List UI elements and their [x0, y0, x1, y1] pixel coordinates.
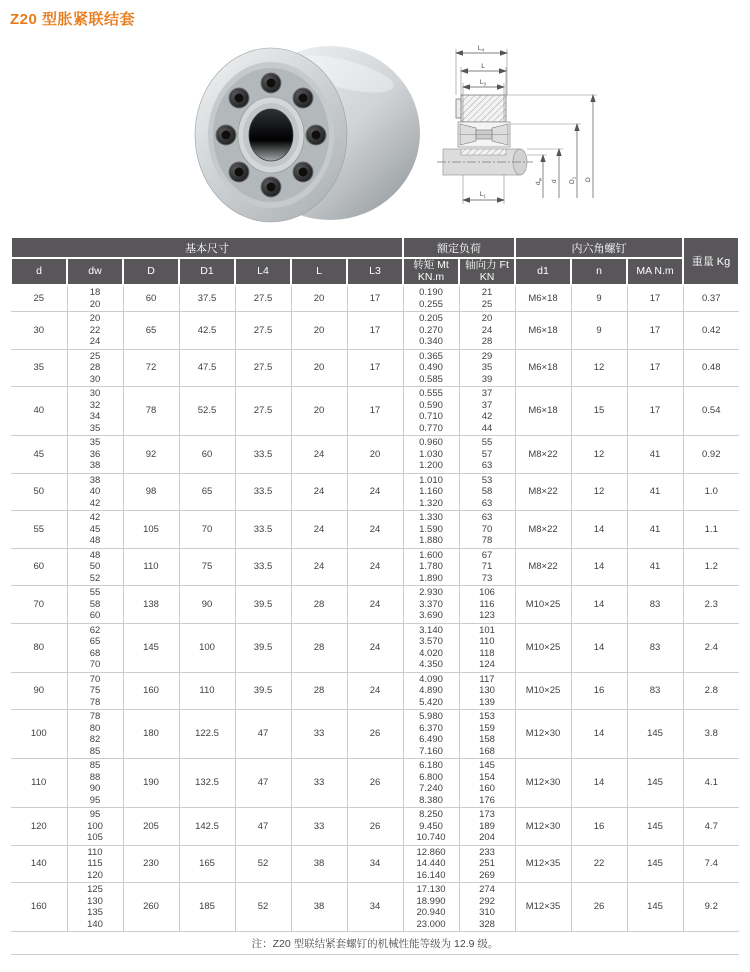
cell-ft: 20 24 28 — [459, 312, 515, 350]
cell-n: 12 — [571, 349, 627, 387]
cell-d: 120 — [11, 808, 67, 846]
cell-d: 110 — [11, 759, 67, 808]
cell-L4: 27.5 — [235, 312, 291, 350]
table-row — [11, 436, 739, 474]
cell-ft: 67 71 73 — [459, 548, 515, 586]
cell-L: 28 — [291, 623, 347, 672]
cell-L4: 52 — [235, 845, 291, 883]
col-header-7: 转矩 Mt KN.m — [403, 258, 459, 285]
dim-label-dcap: D — [585, 177, 592, 182]
cell-D1: 65 — [179, 473, 235, 511]
table-row — [11, 349, 739, 387]
group-header-2: 内六角螺钉 — [515, 237, 683, 258]
cell-ma: 145 — [627, 808, 683, 846]
cell-d1: M12×35 — [515, 883, 571, 932]
dim-label-dw: $d_w$ — [535, 178, 543, 185]
table-row — [11, 759, 739, 808]
cell-dw: 78 80 82 85 — [67, 710, 123, 759]
cell-L4: 33.5 — [235, 473, 291, 511]
spec-table — [10, 236, 740, 955]
cell-ma: 41 — [627, 473, 683, 511]
cell-L3: 34 — [347, 845, 403, 883]
col-header-0: d — [11, 258, 67, 285]
cell-dw: 35 36 38 — [67, 436, 123, 474]
cell-mt: 5.980 6.370 6.490 7.160 — [403, 710, 459, 759]
cell-ma: 145 — [627, 845, 683, 883]
cell-mt: 0.555 0.590 0.710 0.770 — [403, 387, 459, 436]
dim-label-l3: $L_3$ — [479, 79, 487, 87]
cell-D: 65 — [123, 312, 179, 350]
cell-L3: 26 — [347, 808, 403, 846]
cell-d: 35 — [11, 349, 67, 387]
cell-mt: 0.205 0.270 0.340 — [403, 312, 459, 350]
cell-L4: 47 — [235, 759, 291, 808]
cell-d1: M8×22 — [515, 548, 571, 586]
cell-L4: 33.5 — [235, 436, 291, 474]
shaft-section — [437, 149, 533, 175]
cell-ma: 17 — [627, 312, 683, 350]
cell-L3: 17 — [347, 349, 403, 387]
cell-D: 105 — [123, 511, 179, 549]
cell-mt: 0.190 0.255 — [403, 285, 459, 312]
cell-n: 22 — [571, 845, 627, 883]
cell-D: 78 — [123, 387, 179, 436]
cell-L: 20 — [291, 312, 347, 350]
cell-dw: 62 65 68 70 — [67, 623, 123, 672]
cell-L: 33 — [291, 759, 347, 808]
page-title: Z20 型胀紧联结套 — [10, 11, 136, 28]
cell-n: 14 — [571, 511, 627, 549]
cell-L4: 27.5 — [235, 349, 291, 387]
cell-L: 28 — [291, 586, 347, 624]
cell-d: 45 — [11, 436, 67, 474]
cell-L3: 24 — [347, 511, 403, 549]
cell-n: 14 — [571, 548, 627, 586]
cell-D1: 110 — [179, 672, 235, 710]
spec-table-body — [11, 285, 739, 932]
coupling-bore — [238, 97, 304, 173]
cell-D1: 75 — [179, 548, 235, 586]
table-row — [11, 548, 739, 586]
cell-kg: 0.48 — [683, 349, 739, 387]
cell-dw: 30 32 34 35 — [67, 387, 123, 436]
cell-ft: 21 25 — [459, 285, 515, 312]
cell-kg: 9.2 — [683, 883, 739, 932]
cell-ft: 55 57 63 — [459, 436, 515, 474]
cell-d1: M6×18 — [515, 285, 571, 312]
cell-L: 20 — [291, 387, 347, 436]
cell-kg: 7.4 — [683, 845, 739, 883]
cell-kg: 0.54 — [683, 387, 739, 436]
cell-d: 80 — [11, 623, 67, 672]
cell-ft: 29 35 39 — [459, 349, 515, 387]
cell-d: 100 — [11, 710, 67, 759]
cell-ft: 233 251 269 — [459, 845, 515, 883]
cell-D1: 52.5 — [179, 387, 235, 436]
cell-L4: 27.5 — [235, 285, 291, 312]
cell-dw: 42 45 48 — [67, 511, 123, 549]
cell-L: 24 — [291, 473, 347, 511]
cell-kg: 1.2 — [683, 548, 739, 586]
col-header-8: 轴向力 Ft KN — [459, 258, 515, 285]
cell-L3: 20 — [347, 436, 403, 474]
cell-L4: 39.5 — [235, 672, 291, 710]
cell-n: 16 — [571, 672, 627, 710]
cell-n: 12 — [571, 473, 627, 511]
cell-L: 24 — [291, 436, 347, 474]
cell-L4: 39.5 — [235, 623, 291, 672]
cell-L3: 24 — [347, 623, 403, 672]
cell-D: 110 — [123, 548, 179, 586]
cell-d1: M12×30 — [515, 710, 571, 759]
diameter-dimensions — [506, 95, 597, 198]
cell-L4: 33.5 — [235, 548, 291, 586]
cell-L3: 26 — [347, 710, 403, 759]
cell-n: 9 — [571, 312, 627, 350]
cell-mt: 17.130 18.990 20.940 23.000 — [403, 883, 459, 932]
spec-table-header — [11, 237, 739, 285]
dim-label-l: L — [481, 63, 485, 70]
cell-D1: 47.5 — [179, 349, 235, 387]
table-row — [11, 511, 739, 549]
cell-kg: 4.7 — [683, 808, 739, 846]
cell-ft: 106 116 123 — [459, 586, 515, 624]
col-header-11: MA N.m — [627, 258, 683, 285]
cell-ft: 37 37 42 44 — [459, 387, 515, 436]
cell-L3: 24 — [347, 586, 403, 624]
cell-D: 92 — [123, 436, 179, 474]
cell-L4: 52 — [235, 883, 291, 932]
cell-D: 138 — [123, 586, 179, 624]
cell-L4: 27.5 — [235, 387, 291, 436]
cell-mt: 2.930 3.370 3.690 — [403, 586, 459, 624]
cell-mt: 1.600 1.780 1.890 — [403, 548, 459, 586]
cell-L: 28 — [291, 672, 347, 710]
cell-d: 60 — [11, 548, 67, 586]
cell-L: 33 — [291, 710, 347, 759]
cell-d1: M12×30 — [515, 808, 571, 846]
cell-ft: 173 189 204 — [459, 808, 515, 846]
cell-D1: 60 — [179, 436, 235, 474]
cell-ft: 101 110 118 124 — [459, 623, 515, 672]
table-row — [11, 285, 739, 312]
cell-L4: 47 — [235, 710, 291, 759]
cell-n: 14 — [571, 586, 627, 624]
cell-ma: 17 — [627, 285, 683, 312]
cell-n: 14 — [571, 623, 627, 672]
cell-n: 12 — [571, 436, 627, 474]
cell-kg: 0.42 — [683, 312, 739, 350]
cell-d: 140 — [11, 845, 67, 883]
dim-label-d: d — [551, 179, 558, 183]
sleeve-section — [456, 95, 510, 147]
cell-d1: M12×35 — [515, 845, 571, 883]
group-header-1: 额定负荷 — [403, 237, 515, 258]
cell-L3: 26 — [347, 759, 403, 808]
cell-mt: 0.960 1.030 1.200 — [403, 436, 459, 474]
cell-D: 145 — [123, 623, 179, 672]
cell-L: 24 — [291, 548, 347, 586]
table-row — [11, 672, 739, 710]
group-header-weight: 重量 Kg — [683, 237, 739, 285]
cell-mt: 12.860 14.440 16.140 — [403, 845, 459, 883]
col-header-1: dw — [67, 258, 123, 285]
cell-L: 20 — [291, 285, 347, 312]
cell-D1: 100 — [179, 623, 235, 672]
cell-D1: 37.5 — [179, 285, 235, 312]
table-row — [11, 710, 739, 759]
col-header-3: D1 — [179, 258, 235, 285]
cell-d1: M6×18 — [515, 312, 571, 350]
cell-L3: 24 — [347, 548, 403, 586]
table-row — [11, 586, 739, 624]
cell-mt: 6.180 6.800 7.240 8.380 — [403, 759, 459, 808]
cell-mt: 1.330 1.590 1.880 — [403, 511, 459, 549]
cell-D1: 90 — [179, 586, 235, 624]
cell-L4: 47 — [235, 808, 291, 846]
cell-ft: 153 159 158 168 — [459, 710, 515, 759]
cell-mt: 8.250 9.450 10.740 — [403, 808, 459, 846]
cell-d: 25 — [11, 285, 67, 312]
cell-L3: 17 — [347, 285, 403, 312]
table-row — [11, 623, 739, 672]
cell-dw: 18 20 — [67, 285, 123, 312]
cell-mt: 0.365 0.490 0.585 — [403, 349, 459, 387]
cell-dw: 38 40 42 — [67, 473, 123, 511]
cell-D: 72 — [123, 349, 179, 387]
cell-n: 9 — [571, 285, 627, 312]
cell-dw: 125 130 135 140 — [67, 883, 123, 932]
cell-D: 190 — [123, 759, 179, 808]
cell-d1: M10×25 — [515, 672, 571, 710]
group-header-0: 基本尺寸 — [11, 237, 403, 258]
dim-label-d1: $D_1$ — [569, 176, 577, 184]
cell-ma: 41 — [627, 548, 683, 586]
col-header-4: L4 — [235, 258, 291, 285]
cell-dw: 48 50 52 — [67, 548, 123, 586]
cell-D: 230 — [123, 845, 179, 883]
col-header-5: L — [291, 258, 347, 285]
cell-dw: 70 75 78 — [67, 672, 123, 710]
cell-dw: 55 58 60 — [67, 586, 123, 624]
cell-L3: 34 — [347, 883, 403, 932]
cell-dw: 20 22 24 — [67, 312, 123, 350]
cell-n: 16 — [571, 808, 627, 846]
cell-dw: 85 88 90 95 — [67, 759, 123, 808]
cell-ma: 145 — [627, 759, 683, 808]
cell-L: 38 — [291, 845, 347, 883]
cell-ft: 63 70 78 — [459, 511, 515, 549]
technical-drawing — [435, 33, 640, 233]
table-footnote: 注：Z20 型联结紧套螺钉的机械性能等级为 12.9 级。 — [11, 932, 739, 955]
dim-label-l1: $L_1$ — [479, 191, 487, 199]
cell-kg: 2.4 — [683, 623, 739, 672]
table-row — [11, 883, 739, 932]
table-row — [11, 473, 739, 511]
cell-ft: 145 154 160 176 — [459, 759, 515, 808]
cell-L3: 17 — [347, 387, 403, 436]
cell-mt: 1.010 1.160 1.320 — [403, 473, 459, 511]
cell-D: 98 — [123, 473, 179, 511]
cell-kg: 3.8 — [683, 710, 739, 759]
cell-kg: 2.8 — [683, 672, 739, 710]
cell-d: 50 — [11, 473, 67, 511]
cell-d: 160 — [11, 883, 67, 932]
cell-D1: 42.5 — [179, 312, 235, 350]
col-header-6: L3 — [347, 258, 403, 285]
cell-d1: M6×18 — [515, 387, 571, 436]
cell-mt: 3.140 3.570 4.020 4.350 — [403, 623, 459, 672]
cell-L3: 24 — [347, 672, 403, 710]
cell-D: 260 — [123, 883, 179, 932]
cell-dw: 95 100 105 — [67, 808, 123, 846]
cell-L: 33 — [291, 808, 347, 846]
cell-d: 30 — [11, 312, 67, 350]
cell-ma: 145 — [627, 710, 683, 759]
cell-D1: 70 — [179, 511, 235, 549]
cell-ma: 83 — [627, 672, 683, 710]
cell-n: 14 — [571, 710, 627, 759]
cell-D1: 122.5 — [179, 710, 235, 759]
table-row — [11, 845, 739, 883]
cell-ft: 274 292 310 328 — [459, 883, 515, 932]
cell-dw: 25 28 30 — [67, 349, 123, 387]
cell-ft: 53 58 63 — [459, 473, 515, 511]
cell-d1: M12×30 — [515, 759, 571, 808]
cell-ma: 83 — [627, 623, 683, 672]
cell-d: 70 — [11, 586, 67, 624]
cell-d: 40 — [11, 387, 67, 436]
col-header-2: D — [123, 258, 179, 285]
cell-ma: 83 — [627, 586, 683, 624]
cell-d: 90 — [11, 672, 67, 710]
cell-L: 38 — [291, 883, 347, 932]
col-header-9: d1 — [515, 258, 571, 285]
cell-d1: M8×22 — [515, 436, 571, 474]
cell-D1: 185 — [179, 883, 235, 932]
cell-kg: 1.1 — [683, 511, 739, 549]
cell-D1: 132.5 — [179, 759, 235, 808]
cell-d1: M6×18 — [515, 349, 571, 387]
cell-d: 55 — [11, 511, 67, 549]
cell-L4: 39.5 — [235, 586, 291, 624]
cell-kg: 4.1 — [683, 759, 739, 808]
cell-D: 205 — [123, 808, 179, 846]
cell-kg: 2.3 — [683, 586, 739, 624]
col-header-10: n — [571, 258, 627, 285]
cell-n: 14 — [571, 759, 627, 808]
cell-D1: 165 — [179, 845, 235, 883]
cell-ma: 41 — [627, 511, 683, 549]
cell-ma: 17 — [627, 387, 683, 436]
cell-L: 20 — [291, 349, 347, 387]
cell-kg: 1.0 — [683, 473, 739, 511]
cell-L4: 33.5 — [235, 511, 291, 549]
cell-ma: 145 — [627, 883, 683, 932]
table-row — [11, 387, 739, 436]
cell-ma: 17 — [627, 349, 683, 387]
table-row — [11, 808, 739, 846]
cell-d1: M10×25 — [515, 623, 571, 672]
cell-dw: 110 115 120 — [67, 845, 123, 883]
cell-L3: 17 — [347, 312, 403, 350]
cell-n: 15 — [571, 387, 627, 436]
table-row — [11, 312, 739, 350]
cell-kg: 0.92 — [683, 436, 739, 474]
product-photo-image — [158, 40, 423, 230]
dim-label-l4: $L_4$ — [477, 45, 485, 53]
cell-d1: M10×25 — [515, 586, 571, 624]
cell-D1: 142.5 — [179, 808, 235, 846]
cell-n: 26 — [571, 883, 627, 932]
cell-D: 180 — [123, 710, 179, 759]
cell-kg: 0.37 — [683, 285, 739, 312]
cell-mt: 4.090 4.890 5.420 — [403, 672, 459, 710]
cell-D: 160 — [123, 672, 179, 710]
cell-d1: M8×22 — [515, 473, 571, 511]
cell-ft: 117 130 139 — [459, 672, 515, 710]
cell-L3: 24 — [347, 473, 403, 511]
cell-D: 60 — [123, 285, 179, 312]
cell-L: 24 — [291, 511, 347, 549]
cell-ma: 41 — [627, 436, 683, 474]
cell-d1: M8×22 — [515, 511, 571, 549]
